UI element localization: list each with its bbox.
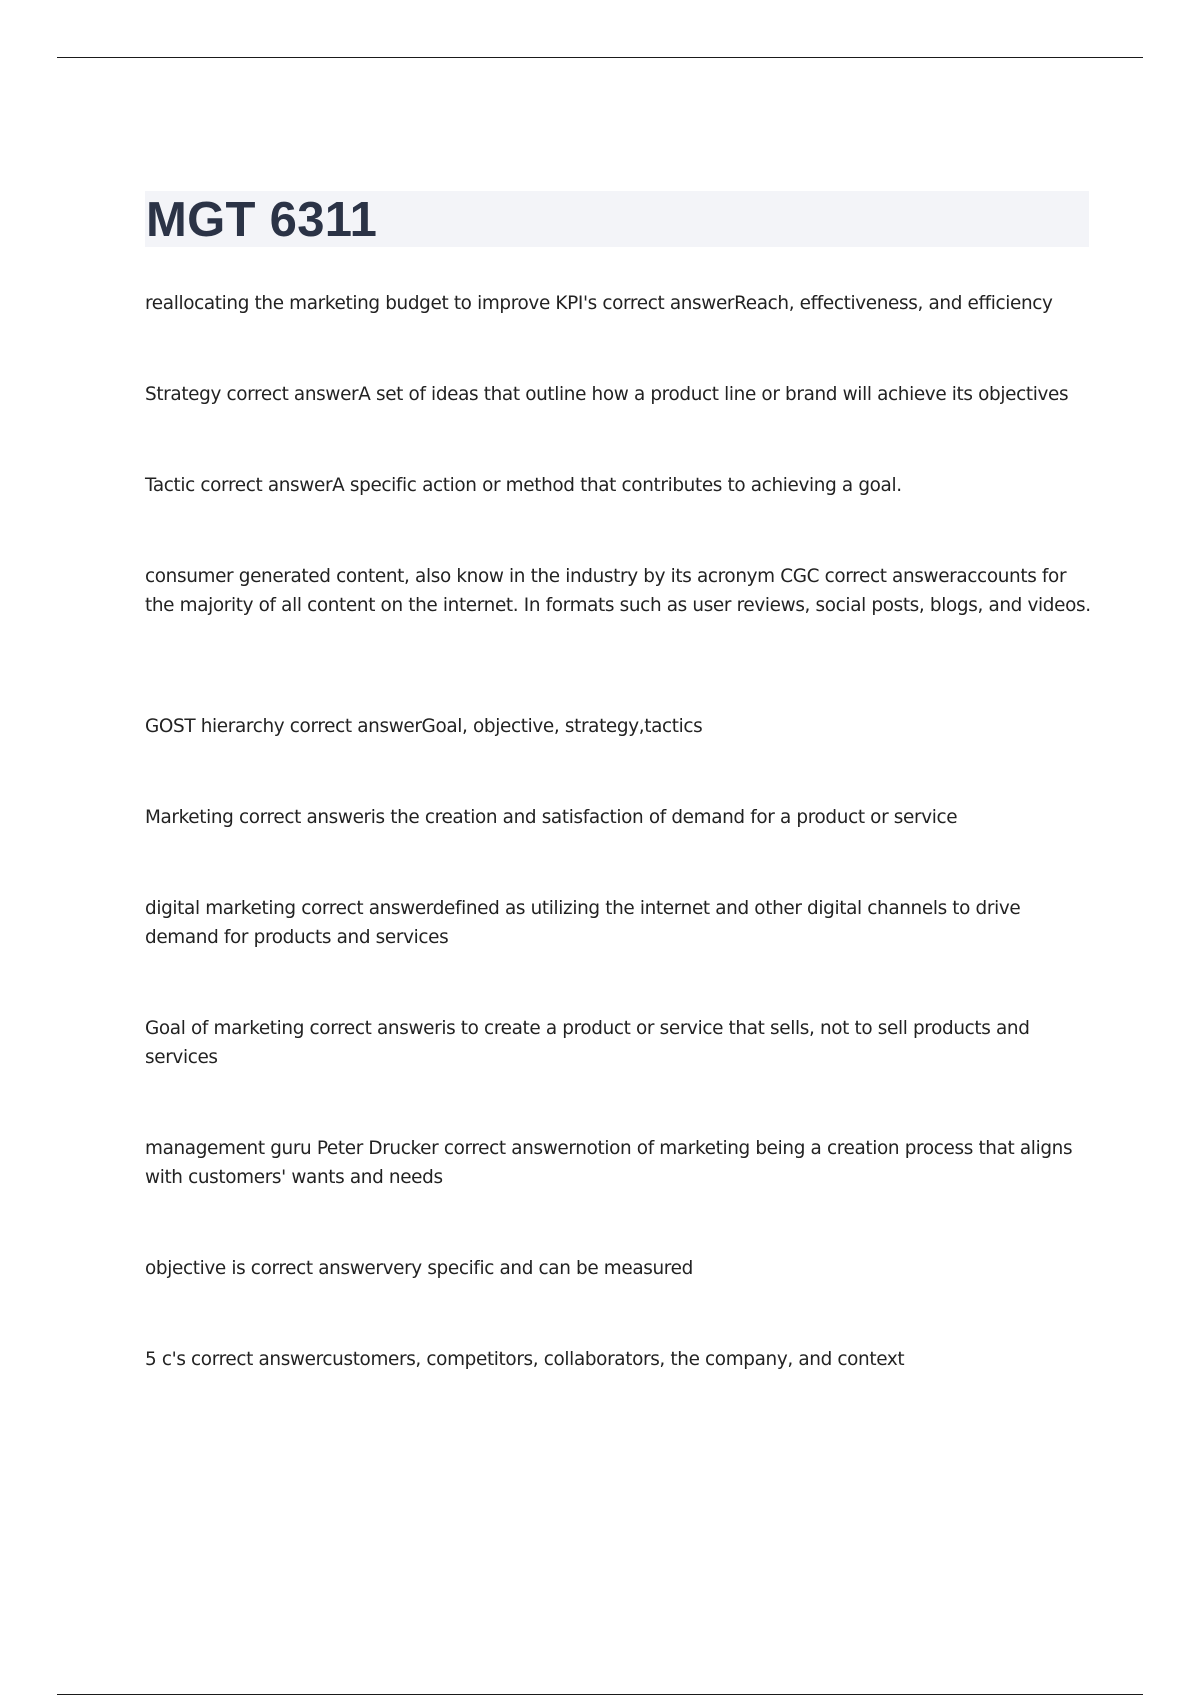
qa-entry: Tactic correct answerA specific action or method that contributes to achieving a goal. [145,475,902,496]
qa-entry: Goal of marketing correct answeris to create a product or service that sells, not to sell products and services [145,1018,1030,1068]
header-rule [57,57,1143,58]
footer-rule [57,1694,1143,1695]
qa-entry: reallocating the marketing budget to improve KPI's correct answerReach, effectiveness, and efficiency [145,293,1053,314]
qa-entry: management guru Peter Drucker correct answernotion of marketing being a creation process that aligns with customers' wants and needs [145,1138,1073,1188]
qa-entry: consumer generated content, also know in the industry by its acronym CGC correct answeraccounts for the majority of all content on the internet. In formats such as user reviews, social posts, blogs, and videos. [145,566,1091,616]
qa-entry: objective is correct answervery specific and can be measured [145,1258,693,1279]
qa-entry: Strategy correct answerA set of ideas that outline how a product line or brand will achieve its objectives [145,384,1069,405]
qa-entry: Marketing correct answeris the creation and satisfaction of demand for a product or service [145,807,958,828]
qa-entry: 5 c's correct answercustomers, competitors, collaborators, the company, and context [145,1349,905,1370]
qa-entry: GOST hierarchy correct answerGoal, objective, strategy,tactics [145,716,703,737]
document-title: MGT 6311 [146,193,378,247]
qa-entry: digital marketing correct answerdefined as utilizing the internet and other digital channels to drive demand for products and services [145,898,1021,948]
